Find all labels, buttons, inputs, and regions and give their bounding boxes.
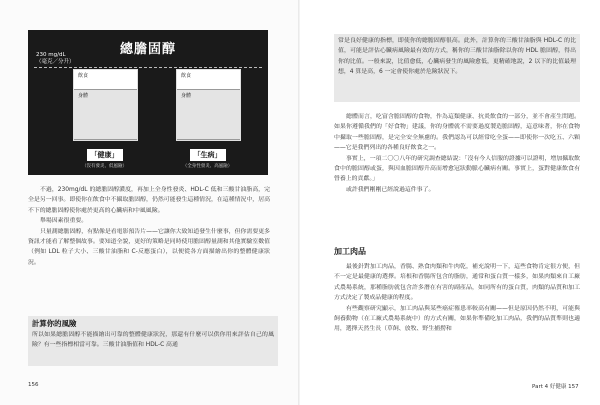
healthy-label: [73, 142, 136, 169]
right-page: [300, 0, 600, 405]
sick-column: [176, 69, 241, 141]
figure-unit-value: 230 mg/dL: [36, 52, 66, 58]
right-body-text: [334, 112, 580, 195]
paragraph: 或許我們剛剛已經說過這件事了。: [346, 186, 435, 193]
section-title: 加工肉品: [334, 247, 366, 256]
healthy-body-segment: [74, 90, 137, 140]
paragraph: 不過，230mg/dL 的總膽固醇濃度，再加上全身性發炎、HDL-C 低和三酸甘油脂高，完全是另一回事。即使你在飲食中不攝取膽固醇，仍然可能發生這種情況，在這種情況中，居高不下的總膽固醇使你處於更高的心臟病和中風風險。: [28, 187, 270, 214]
segment-label: 飲食: [181, 73, 192, 79]
section-body-text: [334, 262, 580, 335]
page-footer: [532, 382, 579, 390]
sick-label: [176, 142, 239, 169]
left-body-text: [28, 185, 270, 268]
segment-label: 身體: [78, 93, 89, 99]
sick-body-segment: [177, 90, 240, 140]
sick-diet-segment: [177, 70, 240, 90]
paragraph: 最後針對加工肉品，香腸、熟食肉類和牛肉乾，補充說明一下，這些食物肯定很方便，但不一定是最健康的選擇。培根和香腸所包含的脂肪，通常和蛋白質一樣多，如果肉類來自工廠式農場系統，那種脂肪就包含許多潛在有害的副產品，如同所有的蛋白質，肉類的品質和加工方式決定了製成品健康的程度。: [334, 264, 580, 302]
paragraph: 有些觀察研究顯示，加工肉品與某些癌症罹患率較高有關——但是原因仍然不明，可能與飼養動物（在工廠式農場系統中）的方式有關，如果你準備吃加工肉品，我們的品質準則也適用，選擇天然生長（草飼、放牧、野生捕撈和: [334, 305, 580, 333]
figure-unit-desc: （毫克／分升）: [36, 59, 75, 65]
segment-label: 身體: [181, 93, 192, 99]
paragraph: 舉場因素很重要。: [40, 218, 88, 225]
healthy-sublabel: （沒有發炎、低風險）: [82, 164, 127, 169]
callout-title: 計算你的風險: [32, 319, 77, 328]
callout-text: [32, 330, 274, 351]
callout-continued: [338, 36, 576, 78]
callout-paragraph: 常是良好健康的指標，即使你的總膽固醇很高。此外，計算你的三酸甘油脂與 HDL-C 的比值，可能是評估心臟病風險最有效的方式，稱你的三酸甘油脂除以你的 HDL 膽固醇，得出你的比值。一般來說，比值愈低，心臟病發生的風險愈低，更精確地說，2 以下的比值最理想，4 算是高，6 一定會使你處於危險狀況下。: [338, 38, 576, 76]
paragraph: 總體而言，吃富含膽固醇的食物，作為這類健康、抗炎飲食的一部分，並不會產生問題。如果你遵循我們的「好食物」建議，你的身體就不需要過度製造膽固醇，這意味著，你在食物中攝取一些膽固醇，是完全安全無慮的。我們認為可以經常吃全蛋——即使你一次吃五、六顆——它是我們列出的各種良好飲食之一。: [334, 114, 580, 152]
paragraph: 事實上，一項二〇〇八年的研究調查總結說：「沒有今人信服的證據可以證明，增加攝取飲食中的膽固醇或蛋，與因血膽固醇升高而增愈冠狀動脈心臟病有關。事實上，蛋對健康飲食有營養上的貢獻。」: [334, 155, 580, 183]
part-label: Part 4 好健康: [532, 384, 567, 390]
paragraph: 只量測總膽固醇，有點像是看電影預告片——它讓你大致知道發生什麼事，但你需要更多資訊才能看了解整個故事。要知道全貌，更好的策略是同時使用膽固醇量測和其他實驗室數值（例如 LDL 粒子大小、三酸甘油脂和 C-反應蛋白），以便從各方面描繪出你的整體健康狀況。: [28, 228, 270, 266]
segment-label: 飲食: [78, 73, 89, 79]
callout-paragraph: 所以如果總膽固醇不能描繪出可靠的整體健康狀況，那還有什麼可以供你用來評估自己的風險？有一些指標相當可靠。三酸甘油脂值和 HDL-C 高通: [32, 332, 274, 349]
threshold-line: [34, 67, 262, 68]
sick-sublabel: （全身性發炎、高風險）: [182, 164, 233, 169]
healthy-label-text: 「健康」: [87, 149, 123, 161]
figure-title: 總膽固醇: [119, 42, 176, 57]
page-number: 156: [28, 382, 39, 388]
figure-unit: [36, 52, 75, 66]
page-number: 157: [568, 384, 579, 390]
cholesterol-figure: [28, 30, 268, 175]
healthy-diet-segment: [74, 70, 137, 90]
healthy-column: [73, 69, 138, 141]
sick-label-text: 「生病」: [190, 149, 226, 161]
